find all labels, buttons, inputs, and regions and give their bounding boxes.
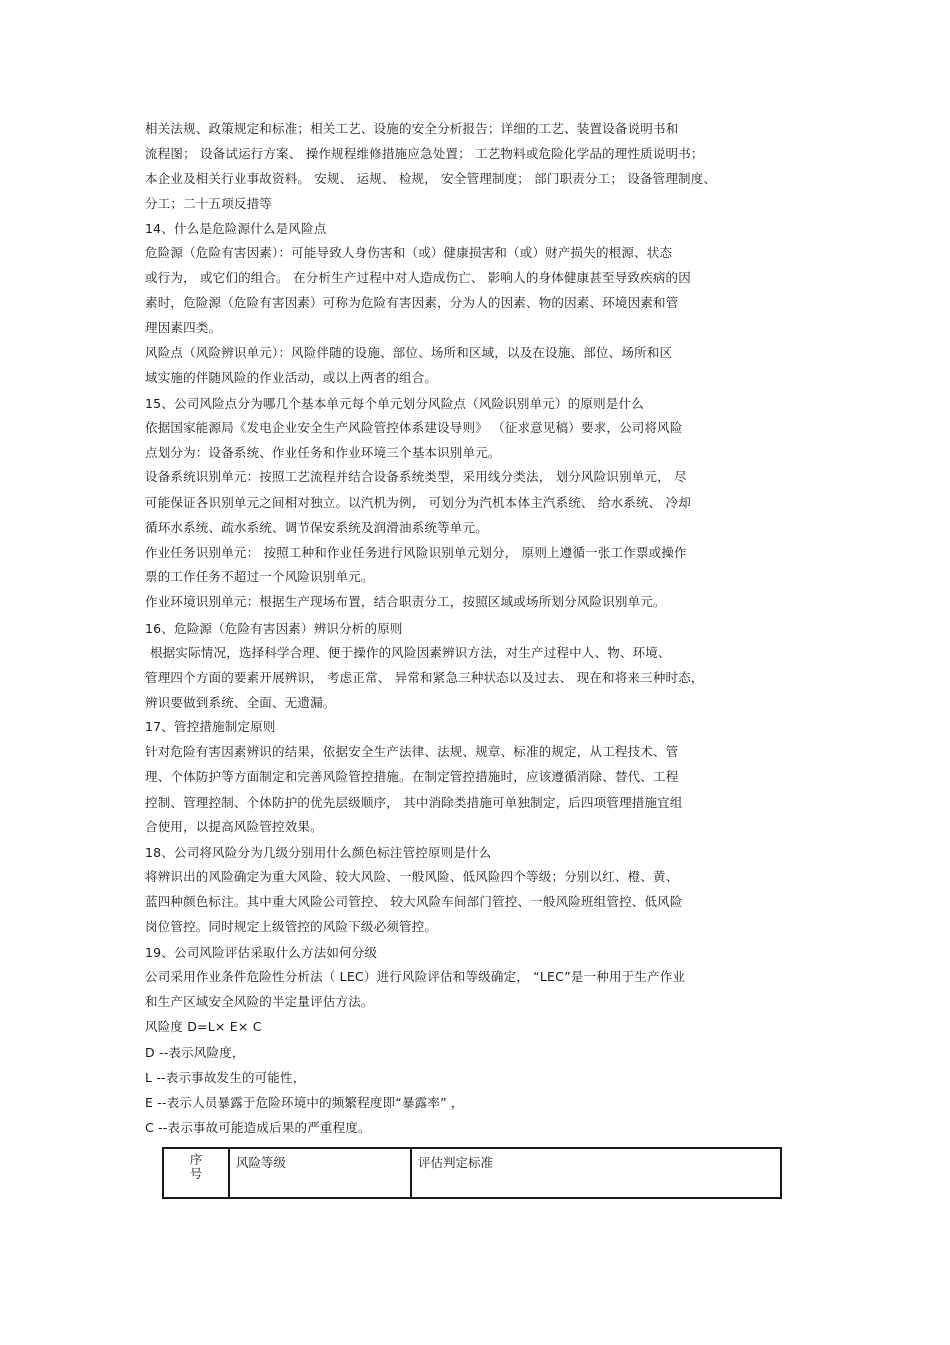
text-line: 针对危险有害因素辨识的结果，依据安全生产法律、法规、规章、标准的规定，从工程技术、管 [145, 744, 679, 759]
section-heading: 15、公司风险点分为哪几个基本单元每个单元划分风险点（风险识别单元）的原则是什么 [145, 396, 644, 411]
definition-line: L --表示事故发生的可能性， [145, 1070, 306, 1085]
text-line: 域实施的伴随风险的作业活动，或以上两者的组合。 [145, 370, 438, 385]
header-cell-criteria: 评估判定标准 [411, 1148, 781, 1198]
text-line: 蓝四种颜色标注。其中重大风险公司管控、 较大风险车间部门管控、一般风险班组管控、低风险 [145, 894, 683, 909]
text-line: 分工；二十五项反措等 [145, 196, 273, 211]
text-line: 或行为， 或它们的组合。 在分析生产过程中对人造成伤亡、 影响人的身体健康甚至导致疾病的因 [145, 270, 691, 285]
text-line: 控制、管理控制、个体防护的优先层级顺序， 其中消除类措施可单独制定，后四项管理措施宜组 [145, 795, 683, 810]
text-line: 点划分为：设备系统、作业任务和作业环境三个基本识别单元。 [145, 445, 501, 460]
text-line: 可能保证各识别单元之间相对独立。以汽机为例， 可划分为汽机本体主汽系统、 给水系统、 冷却 [145, 495, 691, 510]
header-cell-index: 序 号 [163, 1148, 229, 1198]
section-heading: 16、危险源（危险有害因素）辨识分析的原则 [145, 621, 403, 636]
definition-line: E --表示人员暴露于危险环境中的频繁程度即“暴露率” ， [145, 1095, 464, 1110]
text-line: 设备系统识别单元：按照工艺流程并结合设备系统类型，采用线分类法， 划分风险识别单元， 尽 [145, 469, 687, 484]
text-line: 作业环境识别单元：根据生产现场布置，结合职责分工，按照区域或场所划分风险识别单元。 [145, 594, 666, 609]
definition-line: D --表示风险度， [145, 1045, 245, 1060]
section-heading: 17、管控措施制定原则 [145, 719, 276, 734]
text-line: 理、个体防护等方面制定和完善风险管控措施。在制定管控措施时，应该遵循消除、替代、工程 [145, 769, 679, 784]
text-line: 本企业及相关行业事故资料。 安规、 运规、 检规， 安全管理制度； 部门职责分工； 设备管理制度、 [145, 171, 717, 186]
text-line: 票的工作任务不超过一个风险识别单元。 [145, 569, 374, 584]
text-line: 辨识要做到系统、全面、无遗漏。 [145, 695, 336, 710]
text-line: 和生产区域安全风险的半定量评估方法。 [145, 994, 374, 1009]
section-heading: 14、什么是危险源什么是风险点 [145, 221, 327, 236]
text-line: 合使用，以提高风险管控效果。 [145, 819, 323, 834]
section-heading: 19、公司风险评估采取什么方法如何分级 [145, 945, 378, 960]
text-line: 管理四个方面的要素开展辨识， 考虑正常、 异常和紧急三种状态以及过去、 现在和将来三种时态， [145, 670, 704, 685]
text-line: 素时，危险源（危险有害因素）可称为危险有害因素，分为人的因素、物的因素、环境因素和管 [145, 295, 679, 310]
text-line: 理因素四类。 [145, 320, 222, 335]
text-line: 根据实际情况，选择科学合理、便于操作的风险因素辨识方法，对生产过程中人、物、环境、 [150, 645, 671, 660]
text-line: 风险点（风险辨识单元）：风险伴随的设施、部位、场所和区域，以及在设施、部位、场所和区 [145, 345, 673, 360]
formula-line: 风险度 D=L× E× C [145, 1019, 262, 1034]
text-line: 作业任务识别单元： 按照工种和作业任务进行风险识别单元划分， 原则上遵循一张工作票或操作 [145, 545, 687, 560]
risk-level-table [162, 1147, 782, 1199]
text-line: 公司采用作业条件危险性分析法（ LEC）进行风险评估和等级确定， “LEC”是一种用于生产作业 [145, 969, 686, 984]
header-cell-risk-level: 风险等级 [229, 1148, 411, 1198]
section-heading: 18、公司将风险分为几级分别用什么颜色标注管控原则是什么 [145, 845, 492, 860]
text-line: 流程图； 设备试运行方案、 操作规程维修措施应急处置； 工艺物料或危险化学品的理性质说明书； [145, 146, 704, 161]
text-line: 岗位管控。同时规定上级管控的风险下级必须管控。 [145, 919, 438, 934]
text-line: 将辨识出的风险确定为重大风险、较大风险、一般风险、低风险四个等级；分别以红、橙、黄、 [145, 869, 679, 884]
definition-line: C --表示事故可能造成后果的严重程度。 [145, 1120, 371, 1135]
text-line: 依据国家能源局《发电企业安全生产风险管控体系建设导则》 （征求意见稿）要求，公司将风险 [145, 420, 683, 435]
text-line: 相关法规、政策规定和标准；相关工艺、设施的安全分析报告；详细的工艺、装置设备说明书和 [145, 121, 679, 136]
text-line: 危险源（危险有害因素）：可能导致人身伤害和（或）健康损害和（或）财产损失的根源、状态 [145, 245, 673, 260]
table-header-row [163, 1148, 781, 1198]
text-line: 循环水系统、疏水系统、调节保安系统及润滑油系统等单元。 [145, 520, 488, 535]
